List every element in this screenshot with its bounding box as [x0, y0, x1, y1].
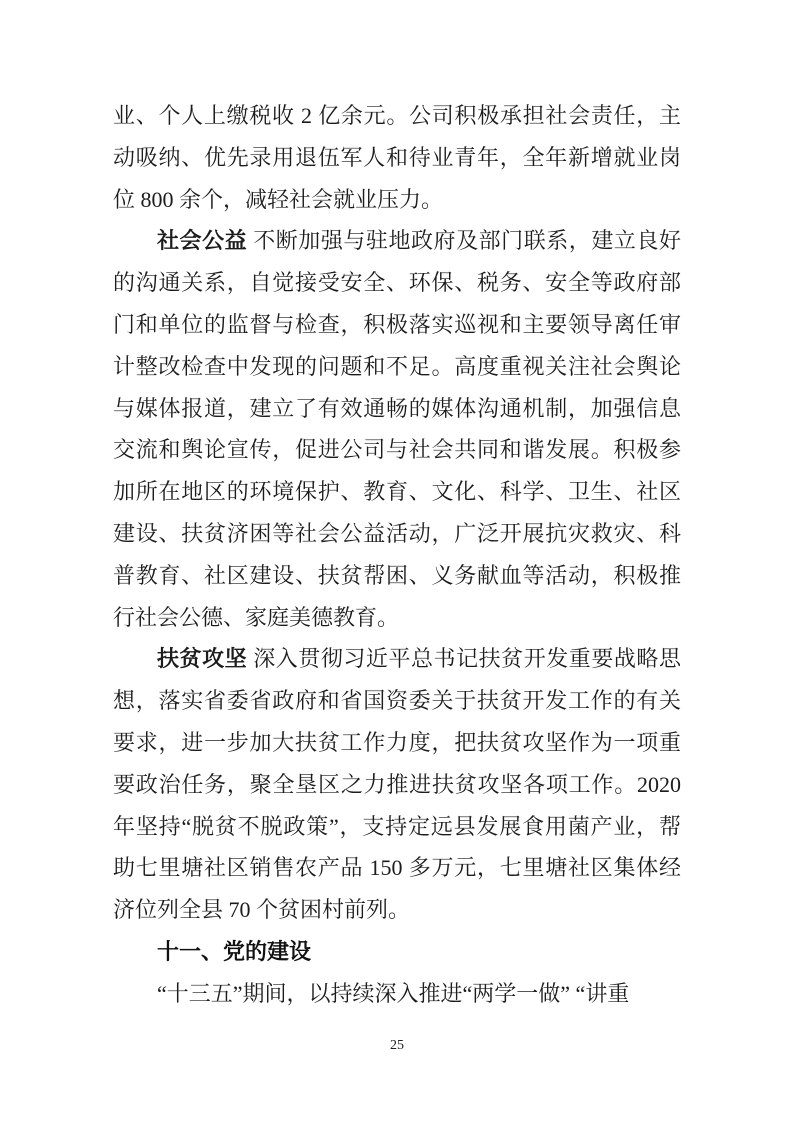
paragraph-lead: 社会公益 — [157, 228, 248, 254]
paragraph-lead: 扶贫攻坚 — [157, 646, 248, 672]
paragraph-text: 深入贯彻习近平总书记扶贫开发重要战略思想，落实省委省政府和省国资委关于扶贫开发工作的有关要求，进一步加大扶贫工作力度，把扶贫攻坚作为一项重要政治任务，聚全垦区之力推进扶贫攻坚各项工作。2020 年坚持“脱贫不脱政策”，支持定远县发展食用菌产业，帮助七里塘社区销售农产品 150 多万元，七里塘社区集体经济位列全县 70 个贫困村前列。 — [113, 646, 681, 923]
paragraph — [113, 220, 681, 638]
page-number: 25 — [390, 1038, 404, 1053]
page-footer — [0, 1036, 794, 1054]
section-heading: 十一、党的建设 — [157, 938, 312, 964]
paragraph — [113, 638, 681, 931]
paragraph: 业、个人上缴税收 2 亿余元。公司积极承担社会责任，主动吸纳、优先录用退伍军人和待业青年，全年新增就业岗位 800 余个，减轻社会就业压力。 — [113, 103, 681, 212]
paragraph: “十三五”期间，以持续深入推进“两学一做” “讲重 — [157, 980, 630, 1006]
document-content — [113, 95, 681, 1015]
paragraph-text: 不断加强与驻地政府及部门联系，建立良好的沟通关系，自觉接受安全、环保、税务、安全等政府部门和单位的监督与检查，积极落实巡视和主要领导离任审计整改检查中发现的问题和不足。高度重视关注社会舆论与媒体报道，建立了有效通畅的媒体沟通机制，加强信息交流和舆论宣传，促进公司与社会共同和谐发展。积极参加所在地区的环境保护、教育、文化、科学、卫生、社区建设、扶贫济困等社会公益活动，广泛开展抗灾救灾、科普教育、社区建设、扶贫帮困、义务献血等活动，积极推行社会公德、家庭美德教育。 — [113, 228, 681, 630]
